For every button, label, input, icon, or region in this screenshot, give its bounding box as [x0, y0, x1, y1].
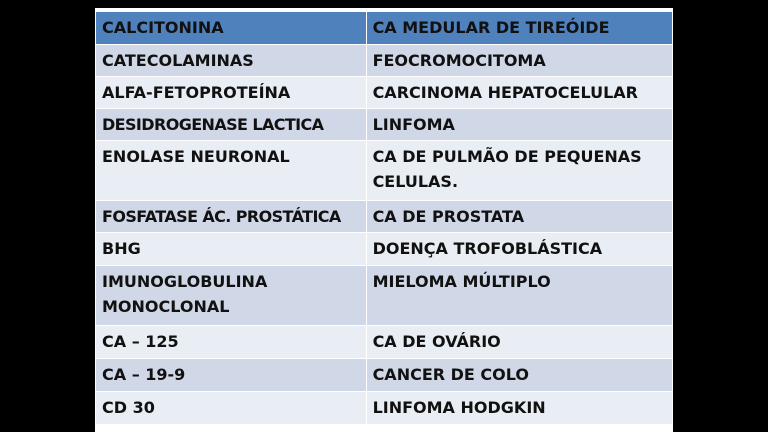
table-cell: CA MEDULAR DE TIREÓIDE	[366, 12, 672, 45]
table-cell: CARCINOMA HEPATOCELULAR	[366, 77, 672, 109]
table-cell: CANCER DE COLO	[366, 359, 672, 392]
table-cell: DESIDROGENASE LACTICA	[96, 109, 367, 141]
table-cell: IMUNOGLOBULINA MONOCLONAL	[96, 266, 367, 326]
table-cell: FEOCROMOCITOMA	[366, 45, 672, 77]
table-row	[96, 233, 673, 266]
table-cell: DOENÇA TROFOBLÁSTICA	[366, 233, 672, 266]
table-cell: CA – 19-9	[96, 359, 367, 392]
table-row	[96, 266, 673, 326]
table-cell: CA DE OVÁRIO	[366, 326, 672, 359]
table-header-row	[96, 12, 673, 45]
marker-table	[95, 11, 673, 425]
table-cell: MIELOMA MÚLTIPLO	[366, 266, 672, 326]
table-cell: FOSFATASE ÁC. PROSTÁTICA	[96, 201, 367, 233]
table-cell: LINFOMA HODGKIN	[366, 392, 672, 425]
table-row	[96, 326, 673, 359]
table-cell: ENOLASE NEURONAL	[96, 141, 367, 201]
table-cell: CD 30	[96, 392, 367, 425]
table-cell: CALCITONINA	[96, 12, 367, 45]
table-cell: CA DE PULMÃO DE PEQUENAS CELULAS.	[366, 141, 672, 201]
table-row	[96, 359, 673, 392]
table-cell: CA DE PROSTATA	[366, 201, 672, 233]
table-cell: CATECOLAMINAS	[96, 45, 367, 77]
table-cell: LINFOMA	[366, 109, 672, 141]
table-row	[96, 45, 673, 77]
table-cell: CA – 125	[96, 326, 367, 359]
table-row	[96, 109, 673, 141]
table-cell: BHG	[96, 233, 367, 266]
table-row	[96, 141, 673, 201]
table-row	[96, 392, 673, 425]
slide	[95, 8, 673, 432]
table-cell: ALFA-FETOPROTEÍNA	[96, 77, 367, 109]
table-row	[96, 77, 673, 109]
table-row	[96, 201, 673, 233]
